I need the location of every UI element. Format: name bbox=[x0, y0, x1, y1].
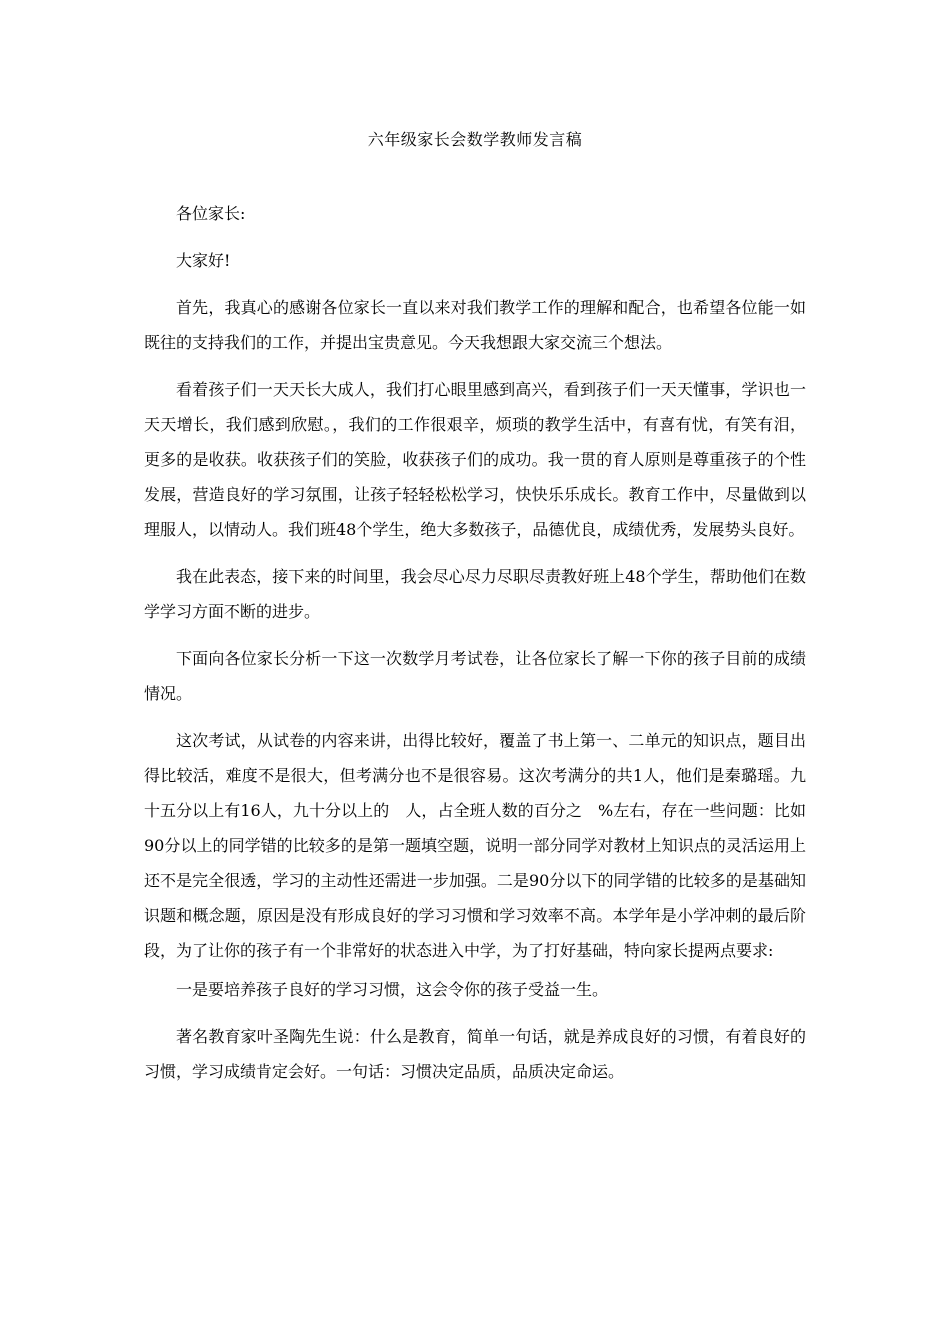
paragraph: 著名教育家叶圣陶先生说：什么是教育，简单一句话，就是养成良好的习惯，有着良好的习惯，学习成绩肯定会好。一句话：习惯决定品质，品质决定命运。 bbox=[144, 1027, 806, 1081]
paragraph: 一是要培养孩子良好的学习习惯，这会令你的孩子受益一生。 bbox=[176, 980, 609, 999]
paragraph: 这次考试，从试卷的内容来讲，出得比较好，覆盖了书上第一、二单元的知识点，题目出得比较活，难度不是很大，但考满分也不是很容易。这次考满分的共1人，他们是秦璐瑶。九十五分以上有16人，九十分以上的 人，占全班人数的百分之 %左右，存在一些问题：比如90分以上的同学错的比较多的是第一题填空题，说明一部分同学对教材上知识点的灵活运用上还不是完全很透，学习的主动性还需进一步加强。二是90分以下的同学错的比较多的是基础知识题和概念题，原因是没有形成良好的学习习惯和学习效率不高。本学年是小学冲刺的最后阶段，为了让你的孩子有一个非常好的状态进入中学，为了打好基础，特向家长提两点要求: bbox=[144, 731, 806, 960]
document-title: 六年级家长会数学教师发言稿 bbox=[367, 130, 583, 149]
paragraph: 下面向各位家长分析一下这一次数学月考试卷，让各位家长了解一下你的孩子目前的成绩情况。 bbox=[144, 649, 806, 703]
salutation: 各位家长: bbox=[176, 204, 246, 223]
paragraph: 我在此表态，接下来的时间里，我会尽心尽力尽职尽责教好班上48个学生，帮助他们在数学学习方面不断的进步。 bbox=[144, 567, 806, 621]
document-body bbox=[144, 196, 806, 1101]
paragraph: 首先，我真心的感谢各位家长一直以来对我们教学工作的理解和配合，也希望各位能一如既往的支持我们的工作，并提出宝贵意见。今天我想跟大家交流三个想法。 bbox=[144, 298, 806, 352]
paragraph: 看着孩子们一天天长大成人，我们打心眼里感到高兴，看到孩子们一天天懂事，学识也一天天增长，我们感到欣慰。，我们的工作很艰辛，烦琐的教学生活中，有喜有忧，有笑有泪，更多的是收获。收获孩子们的笑脸，收获孩子们的成功。我一贯的育人原则是尊重孩子的个性发展，营造良好的学习氛围，让孩子轻轻松松学习，快快乐乐成长。教育工作中，尽量做到以理服人，以情动人。我们班48个学生，绝大多数孩子，品德优良，成绩优秀，发展势头良好。 bbox=[144, 380, 806, 539]
greeting: 大家好! bbox=[176, 251, 231, 270]
